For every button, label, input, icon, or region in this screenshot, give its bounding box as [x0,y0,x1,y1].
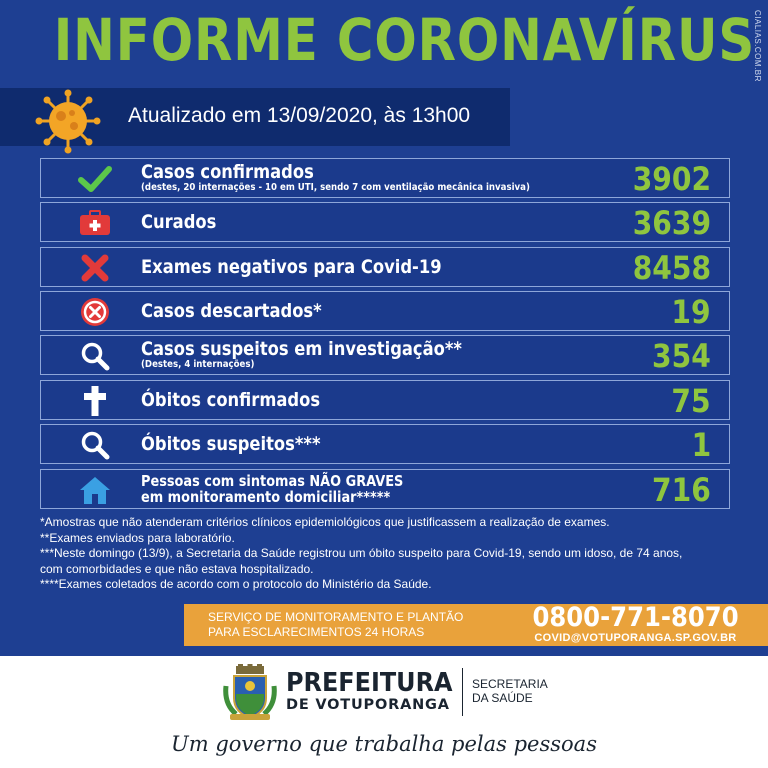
cross-icon [75,385,115,417]
row-value: 354 [652,337,711,375]
row-value: 1 [691,426,711,464]
first-aid-kit-icon [75,207,115,239]
row-label: Curados [141,211,217,234]
row-value: 3639 [632,204,711,242]
page-title: INFORME CORONAVÍRUS [53,6,756,74]
row-value: 716 [652,471,711,509]
footnote: **Exames enviados para laboratório. [40,530,235,545]
footnote: com comorbidades e que não estava hospitalizado. [40,561,314,576]
footnotes [40,515,740,593]
footnote: *Amostras que não atenderam critérios clínicos epidemiológicos que justificassem a realização de exames. [40,515,610,529]
secretaria-label [472,677,548,705]
updated-text: Atualizado em 13/09/2020, às 13h00 [128,104,471,127]
row-label: Óbitos confirmados [141,389,321,412]
service-line2: PARA ESCLARECIMENTOS 24 HORAS [208,625,425,639]
house-icon [75,474,115,506]
phone-number[interactable]: 0800-771-8070 [532,602,739,633]
circled-x-icon [75,296,115,328]
credit-text: CIALIAS.COM.BR [753,10,762,82]
row-label: Exames negativos para Covid-19 [141,256,442,279]
row-monitoramento-domiciliar [40,469,730,509]
row-label: Casos confirmados [141,160,314,183]
row-value: 75 [671,382,711,420]
row-obitos-confirmados [40,380,730,420]
slogan: Um governo que trabalha pelas pessoas [171,732,597,756]
service-text [208,610,463,640]
prefeitura-city: DE VOTUPORANGA [286,697,450,713]
secretaria-line1: SECRETARIA [472,677,548,691]
row-label-line2: em monitoramento domiciliar***** [141,488,391,506]
row-exames-negativos [40,247,730,287]
row-label: Casos descartados* [141,300,322,323]
row-label: Óbitos suspeitos*** [141,433,321,456]
footnote: ****Exames coletados de acordo com o protocolo do Ministério da Saúde. [40,577,432,591]
row-label: Casos suspeitos em investigação** [141,337,462,360]
contact-block [521,604,750,645]
secretaria-line2: DA SAÚDE [472,691,533,705]
magnifier-icon [75,340,115,372]
row-curados [40,202,730,242]
row-value: 3902 [632,160,711,198]
prefeitura-logo-text [286,670,467,713]
row-value: 19 [671,293,711,331]
row-casos-suspeitos [40,335,730,375]
row-value: 8458 [632,249,711,287]
prefeitura-title: PREFEITURA [286,668,453,698]
email-address[interactable]: COVID@VOTUPORANGA.SP.GOV.BR [534,632,737,644]
footer [0,656,768,768]
row-casos-descartados [40,291,730,331]
logo-divider [462,668,463,716]
service-banner [184,604,768,646]
row-casos-confirmados [40,158,730,198]
magnifier-icon [75,429,115,461]
city-crest-logo [222,664,278,722]
row-obitos-suspeitos [40,424,730,464]
x-mark-icon [75,252,115,284]
footnote: ***Neste domingo (13/9), a Secretaria da Saúde registrou um óbito suspeito para Covid-19, sendo um idoso, de 74 anos, [40,546,683,560]
service-line1: SERVIÇO DE MONITORAMENTO E PLANTÃO [208,610,464,624]
row-sublabel: (destes, 20 internações - 10 em UTI, sendo 7 com ventilação mecânica invasiva) [141,182,530,194]
row-sublabel: (Destes, 4 internações) [141,359,255,371]
row-label: Pessoas com sintomas NÃO GRAVES [141,472,404,491]
virus-icon [30,88,106,154]
checkmark-icon [75,163,115,195]
